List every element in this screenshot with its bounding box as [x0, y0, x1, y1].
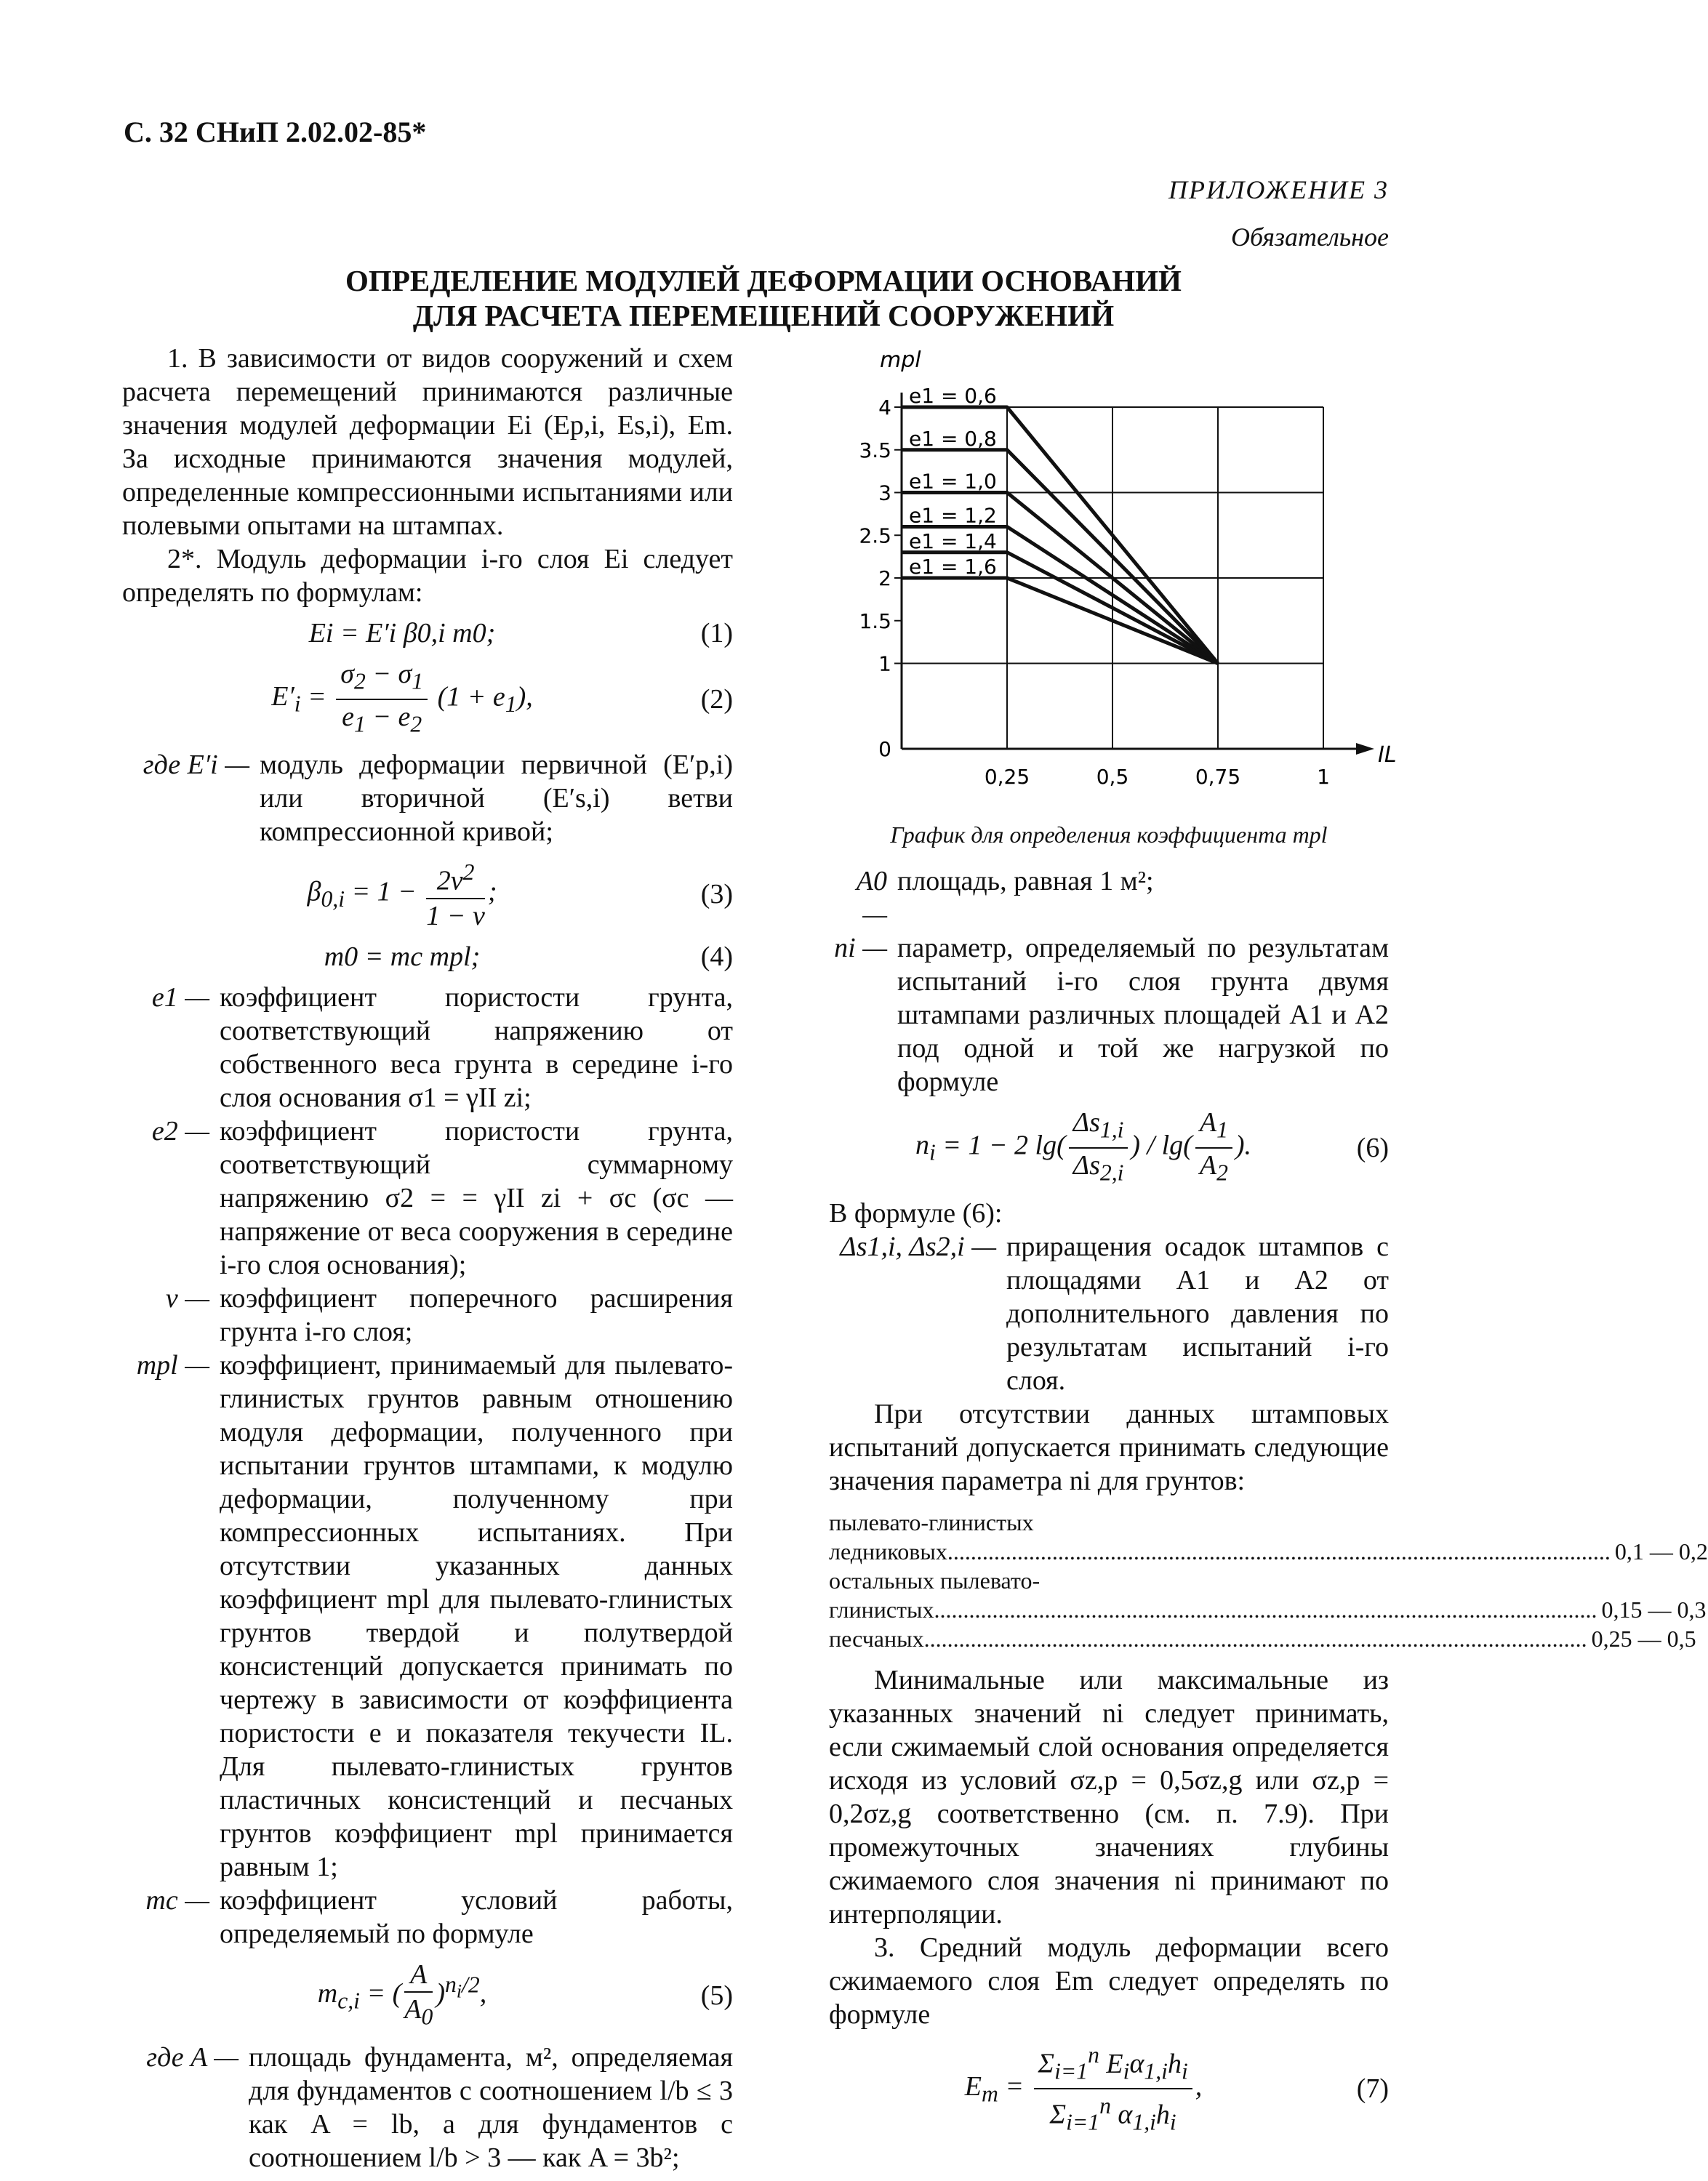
left-column [122, 342, 733, 2174]
series-label: e1 = 1,0 [909, 469, 997, 494]
formula-3-body: $\beta_{0,i} = 1$ − $\frac{2\nu^2}{1 - \nu}$ ; [122, 856, 682, 933]
definition-mc [122, 1884, 733, 1951]
y-tick-label: 3.5 [859, 438, 891, 462]
definition-A0 [829, 864, 1389, 931]
definition-mpl [122, 1349, 733, 1884]
chart-caption: График для определения коэффициента mpl [890, 822, 1328, 848]
paragraph-minmax: Минимальные или максимальные из указанных значений ni следует принимать, если сжимаемый слой основания определяется исходя из условий σz,p = 0,5σz,g или σz,p = 0,2σz,g соответственно (см. п. 7.9). При промежуточных значениях глубины сжимаемого слоя значения ni принимают по интерполяции. [829, 1665, 1389, 1930]
series-label: e1 = 1,4 [909, 529, 997, 553]
series-label: e1 = 1,2 [909, 503, 997, 528]
x-tick-label: 0,5 [1096, 765, 1129, 789]
y-tick-label: 3 [878, 481, 891, 505]
term-nu: ν — [165, 1282, 209, 1314]
series-label: e1 = 0,8 [909, 426, 997, 451]
x-tick-label: 1 [1317, 765, 1330, 789]
x-tick-label: 0,75 [1195, 765, 1241, 789]
desc-ds: приращения осадок штампов с площадями A1 и A2 от дополнительного давления по результатам испытаний i-го слоя. [1006, 1232, 1389, 1397]
term-A: где A — [146, 2042, 238, 2073]
series-label: e1 = 1,6 [909, 555, 997, 579]
formula-6-body: $n_i = 1 - 2$ lg( $\frac{\Delta s_{1,i}}{\Delta s_{2,i}}$ ) / lg( $\frac{A_1}{A_2}$ ). [915, 1107, 1252, 1186]
formula-6-number: (6) [1356, 1132, 1389, 1163]
y-tick-label: 0 [878, 737, 891, 761]
term-e2: e2 — [151, 1115, 209, 1146]
formula-3 [122, 856, 733, 933]
formula-7-number: (7) [1356, 2073, 1389, 2105]
formula-3-number: (3) [700, 879, 733, 910]
x-axis-arrow [1356, 743, 1374, 755]
formula-6 [829, 1106, 1389, 1189]
term-ds: Δs1,i, Δs2,i — [840, 1232, 996, 1263]
chart-labels [859, 348, 1396, 789]
formula-4-number: (4) [700, 941, 733, 972]
title-line-2: ДЛЯ РАСЧЕТА ПЕРЕМЕЩЕНИЙ СООРУЖЕНИЙ [412, 299, 1115, 332]
x-tick-label: 0,25 [984, 765, 1030, 789]
formula-2-body: $E'_i$ = $\frac{\sigma_2 - \sigma_1}{e_1 - e_2}$ $(1 + e_1)$, [271, 659, 533, 737]
formula-1-body: Ei = E′i β0,i m0; [308, 618, 496, 648]
mpl-chart [829, 342, 1397, 836]
table-row: песчаных ..... 0,25 — 0,5 [829, 1624, 1389, 1653]
y-tick-label: 1.5 [859, 608, 891, 633]
formula-1 [122, 616, 733, 650]
desc-ni: параметр, определяемый по результатам испытаний i-го слоя грунта двумя штампами различных площадей A1 и A2 под одной и той же нагрузкой по формуле [897, 933, 1389, 1097]
title-line-1: ОПРЕДЕЛЕНИЕ МОДУЛЕЙ ДЕФОРМАЦИИ ОСНОВАНИЙ [345, 264, 1182, 297]
term-A0: A0 — [856, 866, 887, 930]
definition-nu [122, 1282, 733, 1349]
formula-7-body: $E_m$ = $\frac{\Sigma_{i=1}^n E_i\alpha_{1,i}h_i}{\Sigma_{i=1}^n \alpha_{1,i}h_i}$ , [829, 2039, 1338, 2140]
table-row: глинистых ..... 0,15 — 0,3 [829, 1595, 1389, 1624]
paragraph-3: 3. Средний модуль деформации всего сжимаемого слоя Em следует определять по формуле [829, 1932, 1389, 2031]
right-column [829, 818, 1708, 2147]
term-mc: mc — [145, 1884, 209, 1916]
y-tick-label: 1 [878, 651, 891, 676]
formula-4 [122, 940, 733, 973]
series-line [902, 578, 1218, 664]
desc-A0: площадь, равная 1 м²; [897, 866, 1154, 896]
formula-2 [122, 657, 733, 741]
appendix-status: Обязательное [1231, 222, 1389, 252]
paragraph-absent: При отсутствии данных штамповых испытаний допускается принимать следующие значения параметра ni для грунтов: [829, 1399, 1389, 1497]
appendix-label: ПРИЛОЖЕНИЕ 3 [1168, 175, 1389, 204]
desc-A: площадь фундамента, м², определяемая для фундаментов с соотношением l/b ≤ 3 как A = lb, а для фундаментов с соотношением l/b > 3 — как A = 3b²; [249, 2042, 733, 2174]
y-tick-label: 2 [878, 566, 891, 590]
term-mpl: mpl — [136, 1349, 209, 1381]
page-title [182, 263, 1345, 333]
definition-e2 [122, 1114, 733, 1282]
x-axis-label: IL [1378, 742, 1397, 768]
term-e1: e1 — [151, 981, 209, 1013]
desc-mc: коэффициент условий работы, определяемый по формуле [220, 1884, 733, 1949]
paragraph-2: 2*. Модуль деформации i-го слоя Ei следует определять по формулам: [122, 544, 733, 608]
desc-nu: коэффициент поперечного расширения грунта i-го слоя; [220, 1282, 733, 1347]
formula-5 [122, 1958, 733, 2034]
y-tick-label: 4 [878, 395, 891, 419]
y-axis-label: mpl [880, 348, 921, 373]
desc-e2: коэффициент пористости грунта, соответствующий суммарному напряжению σ2 = = γII zi + σc (σc — напряжение от веса сооружения в середине i-го слоя основания); [220, 1115, 733, 1280]
term-E-prime: где E′i — [143, 750, 249, 781]
formula-2-number: (2) [700, 683, 733, 715]
formula-7 [829, 2039, 1389, 2140]
paragraph-1: 1. В зависимости от видов сооружений и схем расчета перемещений принимаются различные значения модулей деформации Ei (Ep,i, Es,i), Em. За исходные принимаются значения модулей, определенные компрессионными испытаниями или полевыми опытами на штампах. [122, 343, 733, 541]
definition-e1 [122, 981, 733, 1114]
formula-4-body: m0 = mc mpl; [324, 941, 481, 972]
term-ni: ni — [834, 933, 887, 963]
y-tick-label: 2.5 [859, 523, 891, 548]
definition-E-prime [122, 748, 733, 848]
formula-5-body: $m_{c,i}$ = ( $\frac{A}{A_0}$ )$^{n_i/2}$, [317, 1959, 487, 2030]
desc-E-prime: модуль деформации первичной (E′p,i) или вторичной (E′s,i) ветви компрессионной кривой; [260, 750, 733, 848]
in-formula-label: В формуле (6): [829, 1198, 1003, 1229]
formula-1-number: (1) [700, 618, 733, 648]
ni-table [829, 1508, 1708, 1653]
series-label: e1 = 0,6 [909, 384, 997, 408]
definition-ds [829, 1230, 1389, 1397]
definition-A [122, 2041, 733, 2174]
table-row: пылевато-глинистых [829, 1509, 1034, 1536]
formula-5-number: (5) [700, 1980, 733, 2012]
definition-ni [829, 931, 1389, 1098]
table-row: ледниковых ..... 0,1 — 0,2 [829, 1537, 1389, 1566]
table-row: остальных пылевато- [829, 1567, 1041, 1594]
desc-mpl: коэффициент, принимаемый для пылевато-глинистых грунтов равным отношению модуля деформации, полученного при испытании грунтов штампами, к модулю деформации, полученному при компрессионных испытаниях. При отсутствии указанных данных коэффициент mpl для пылевато-глинистых грунтов твердой и полутвердой консистенций допускается принимать по чертежу в зависимости от коэффициента пористости e и показателя текучести IL. Для пылевато-глинистых грунтов пластичных консистенций и песчаных грунтов коэффициент mpl принимается равным 1; [220, 1349, 733, 1882]
desc-e1: коэффициент пористости грунта, соответствующий напряжению от собственного веса грунта в середине i-го слоя основания σ1 = γII zi; [220, 981, 733, 1113]
page-header: С. 32 СНиП 2.02.02-85* [124, 116, 427, 148]
